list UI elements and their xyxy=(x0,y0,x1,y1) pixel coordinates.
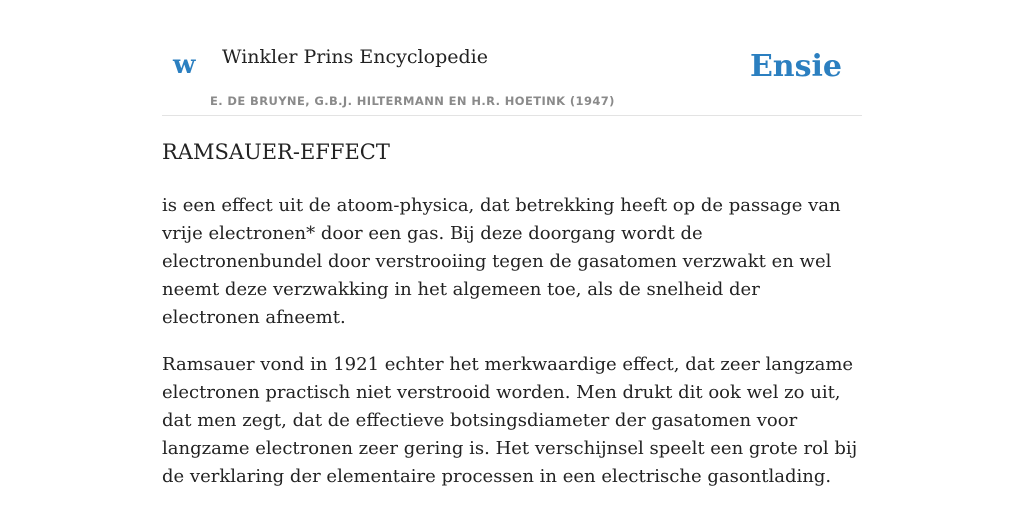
winkler-prins-logo[interactable]: w xyxy=(173,50,196,80)
article-title: RAMSAUER-EFFECT xyxy=(162,140,390,164)
ensie-logo[interactable]: Ensie xyxy=(749,49,842,84)
source-authors: E. DE BRUYNE, G.B.J. HILTERMANN EN H.R. HOETINK (1947) xyxy=(210,94,615,108)
article-paragraph: Ramsauer vond in 1921 echter het merkwaardige effect, dat zeer langzame electronen practisch niet verstrooid worden. Men drukt dit ook wel zo uit, dat men zegt, dat de effectieve botsingsdiameter der gasatomen voor langzame electronen zeer gering is. Het verschijnsel speelt een grote rol bij de verklaring der elementaire processen in een electrische gasontlading. xyxy=(162,354,858,487)
article-paragraph: is een effect uit de atoom-physica, dat betrekking heeft op de passage van vrije electronen* door een gas. Bij deze doorgang wordt de electronenbundel door verstrooiing tegen de gasatomen verzwakt en wel neemt deze verzwakking in het algemeen toe, als de snelheid der electronen afneemt. xyxy=(162,195,841,328)
article-body xyxy=(162,192,862,510)
source-header xyxy=(162,40,862,116)
source-title[interactable]: Winkler Prins Encyclopedie xyxy=(222,46,488,68)
